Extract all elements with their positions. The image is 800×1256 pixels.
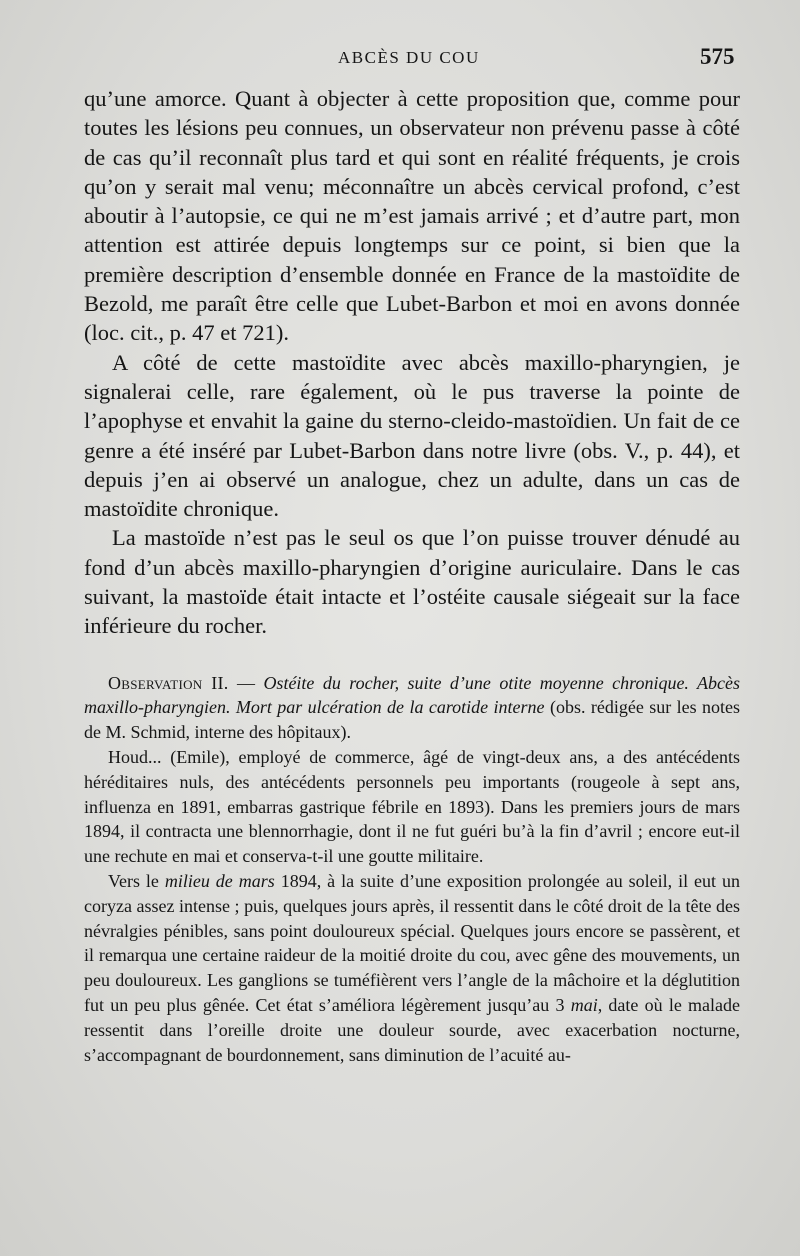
obs-p2-emphasis-month: mai [570, 995, 598, 1015]
observation-paragraph-2 [84, 869, 740, 1067]
observation-label: Observation II. [108, 672, 229, 693]
obs-p2-emphasis-date: milieu de mars [164, 871, 275, 892]
page-header [0, 44, 800, 74]
obs-p2-start: Vers le [108, 871, 165, 892]
paragraph-3: La mastoïde n’est pas le seul os que l’on puisse trouver dénudé au fond d’un abcès maxillo-pharyngien d’origine auriculaire. Dans le cas suivant, la mastoïde était intacte et l’ostéite causale siégeait sur la face inférieure du rocher. [84, 525, 740, 639]
obs-p2-end: , date où le malade ressentit dans l’oreille droite une douleur sourde, avec exacerbation nocturne, s’accompagnant de bourdonnement, sans diminution de l’acuité au- [84, 995, 740, 1065]
section-gap [84, 641, 740, 671]
body-text [84, 84, 740, 1067]
observation-dash: — [228, 672, 264, 693]
paragraph-2: A côté de cette mastoïdite avec abcès maxillo-pharyngien, je signalerai celle, rare également, où le pus traverse la pointe de l’apophyse et envahit la gaine du sterno-cleido-mastoïdien. Un fait de ce genre a été inséré par Lubet-Barbon dans notre livre (obs. V., p. 44), et depuis j’en ai observé un analogue, chez un adulte, dans un cas de mastoïdite chronique. [84, 349, 740, 522]
paragraph-1: qu’une amorce. Quant à objecter à cette proposition que, comme pour toutes les lésions peu connues, un observateur non prévenu passe à côté de cas qu’il reconnaît plus tard et qui sont en réalité fréquents, je crois qu’on y serait mal venu; méconnaître un abcès cervical profond, c’est aboutir à l’autopsie, ce qui ne m’est jamais arrivé ; et d’autre part, mon attention est attirée depuis longtemps sur ce point, si bien que la première description d’ensemble donnée en France de la mastoïdite de Bezold, me paraît être celle que Lubet-Barbon et moi en avons donnée (loc. cit., p. 47 et 721). [84, 86, 740, 346]
page-number: 575 [700, 44, 735, 69]
observation-title: Ostéite du rocher, suite d’une otite moyenne chronique. Abcès maxillo-pharyngien. Mort par ulcération de la carotide interne [84, 672, 741, 718]
obs-p2-middle: 1894, à la suite d’une exposition prolongée au soleil, il eut un coryza assez intense ; puis, quelques jours après, il ressentit dans le côté droit de la tête des névralgies pénibles, sans point douloureux spécial. Quelques jours encore se passèrent, et il remarqua une certaine raideur de la moitié droite du cou, avec gêne des mouvements, un peu douloureux. Les ganglions se tuméfièrent vers l’angle de la mâchoire et la déglutition fut un peu plus gênée. Cet état s’améliora légèrement jusqu’au 3 [84, 871, 740, 1015]
observation-heading [84, 671, 740, 745]
observation-paragraph-1: Houd... (Emile), employé de commerce, âgé de vingt-deux ans, a des antécédents héréditaires nuls, des antécédents personnels peu importants (rougeole à sept ans, influenza en 1891, embarras gastrique fébrile en 1893). Dans les premiers jours de mars 1894, il contracta une blennorrhagie, dont il ne fut guéri bu’à la fin d’avril ; encore eut-il une rechute en mai et conserva-t-il une goutte militaire. [84, 747, 740, 867]
observation-note: (obs. rédigée sur les notes de M. Schmid, interne des hôpitaux). [84, 697, 740, 743]
running-title: ABCÈS DU COU [338, 48, 480, 67]
